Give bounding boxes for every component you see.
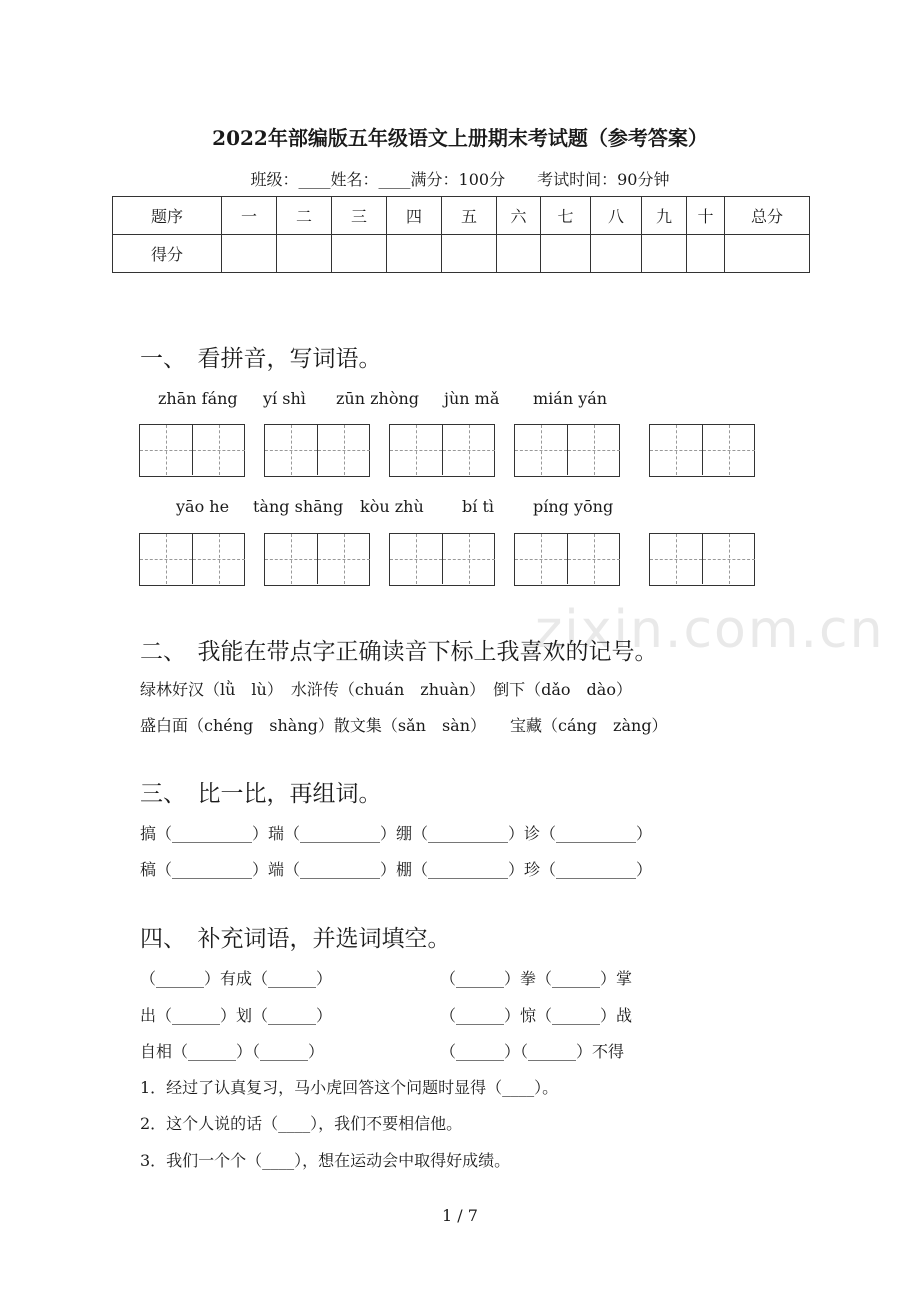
writing-grid[interactable] bbox=[139, 533, 245, 586]
score-row-label: 得分 bbox=[113, 235, 222, 273]
score-cell[interactable] bbox=[497, 235, 541, 273]
idiom-right: （______）惊（______）战 bbox=[440, 1006, 633, 1025]
writing-grid[interactable] bbox=[649, 533, 755, 586]
pinyin-label: zūn zhòng bbox=[336, 389, 420, 408]
question-line: 稿（__________）端（__________）棚（__________）珍（__________） bbox=[140, 860, 653, 879]
fill-question: 1．经过了认真复习，马小虎回答这个问题时显得（____）。 bbox=[140, 1078, 559, 1097]
pinyin-label: zhān fáng bbox=[158, 389, 238, 408]
table-header-cell: 二 bbox=[277, 197, 332, 235]
idiom-right: （______）拳（______）掌 bbox=[440, 969, 633, 988]
writing-grid[interactable] bbox=[514, 424, 620, 477]
table-header-cell: 七 bbox=[541, 197, 591, 235]
table-header-cell: 八 bbox=[591, 197, 642, 235]
table-header-cell: 六 bbox=[497, 197, 541, 235]
section-1-heading: 一、 看拼音，写词语。 bbox=[140, 346, 382, 372]
writing-grid[interactable] bbox=[389, 533, 495, 586]
section-4-heading: 四、 补充词语，并选词填空。 bbox=[140, 926, 451, 952]
score-cell[interactable] bbox=[687, 235, 725, 273]
score-cell[interactable] bbox=[332, 235, 387, 273]
table-header-cell: 九 bbox=[642, 197, 687, 235]
writing-grid[interactable] bbox=[649, 424, 755, 477]
page-number: 1 / 7 bbox=[442, 1206, 478, 1225]
score-cell[interactable] bbox=[725, 235, 810, 273]
pinyin-label: bí tì bbox=[462, 497, 494, 516]
score-cell[interactable] bbox=[387, 235, 442, 273]
writing-grid[interactable] bbox=[139, 424, 245, 477]
idiom-left: 自相（______）（______） bbox=[140, 1042, 325, 1061]
score-cell[interactable] bbox=[642, 235, 687, 273]
score-table bbox=[112, 196, 810, 273]
table-header-cell: 四 bbox=[387, 197, 442, 235]
writing-grid[interactable] bbox=[264, 533, 370, 586]
pinyin-label: yāo he bbox=[176, 497, 230, 516]
score-cell[interactable] bbox=[541, 235, 591, 273]
page-title: 2022年部编版五年级语文上册期末考试题（参考答案） bbox=[212, 126, 708, 150]
table-header-cell: 总分 bbox=[725, 197, 810, 235]
writing-grid[interactable] bbox=[264, 424, 370, 477]
table-header-cell: 三 bbox=[332, 197, 387, 235]
writing-grid[interactable] bbox=[514, 533, 620, 586]
pinyin-label: jùn mǎ bbox=[444, 389, 500, 408]
fill-question: 2．这个人说的话（____），我们不要相信他。 bbox=[140, 1114, 463, 1133]
watermark: zixin.com.cn bbox=[535, 600, 885, 660]
idiom-left: （______）有成（______） bbox=[140, 969, 333, 988]
writing-grid[interactable] bbox=[389, 424, 495, 477]
section-2-heading: 二、 我能在带点字正确读音下标上我喜欢的记号。 bbox=[140, 639, 658, 665]
score-cell[interactable] bbox=[222, 235, 277, 273]
idiom-left: 出（______）划（______） bbox=[140, 1006, 333, 1025]
score-cell[interactable] bbox=[442, 235, 497, 273]
exam-info: 班级：____姓名：____满分：100分 考试时间：90分钟 bbox=[250, 170, 670, 189]
idiom-right: （______）（______）不得 bbox=[440, 1042, 625, 1061]
section-3-heading: 三、 比一比，再组词。 bbox=[140, 781, 382, 807]
question-line: 搞（__________）瑞（__________）绷（__________）诊（__________） bbox=[140, 824, 653, 843]
score-cell[interactable] bbox=[591, 235, 642, 273]
pinyin-label: mián yán bbox=[533, 389, 608, 408]
table-header-cell: 五 bbox=[442, 197, 497, 235]
score-table-header-row bbox=[113, 197, 810, 235]
question-line: 盛白面（chéng shàng）散文集（sǎn sàn） 宝藏（cáng zàng） bbox=[140, 716, 668, 735]
table-header-cell: 一 bbox=[222, 197, 277, 235]
score-cell[interactable] bbox=[277, 235, 332, 273]
pinyin-label: kòu zhù bbox=[360, 497, 424, 516]
table-header-cell: 十 bbox=[687, 197, 725, 235]
score-table-score-row bbox=[113, 235, 810, 273]
table-header-cell: 题序 bbox=[113, 197, 222, 235]
question-line: 绿林好汉（lǜ lù） 水浒传（chuán zhuàn） 倒下（dǎo dào） bbox=[140, 680, 632, 699]
pinyin-label: píng yōng bbox=[533, 497, 614, 516]
fill-question: 3．我们一个个（____），想在运动会中取得好成绩。 bbox=[140, 1151, 511, 1170]
pinyin-label: tàng shāng bbox=[253, 497, 344, 516]
pinyin-label: yí shì bbox=[263, 389, 306, 408]
